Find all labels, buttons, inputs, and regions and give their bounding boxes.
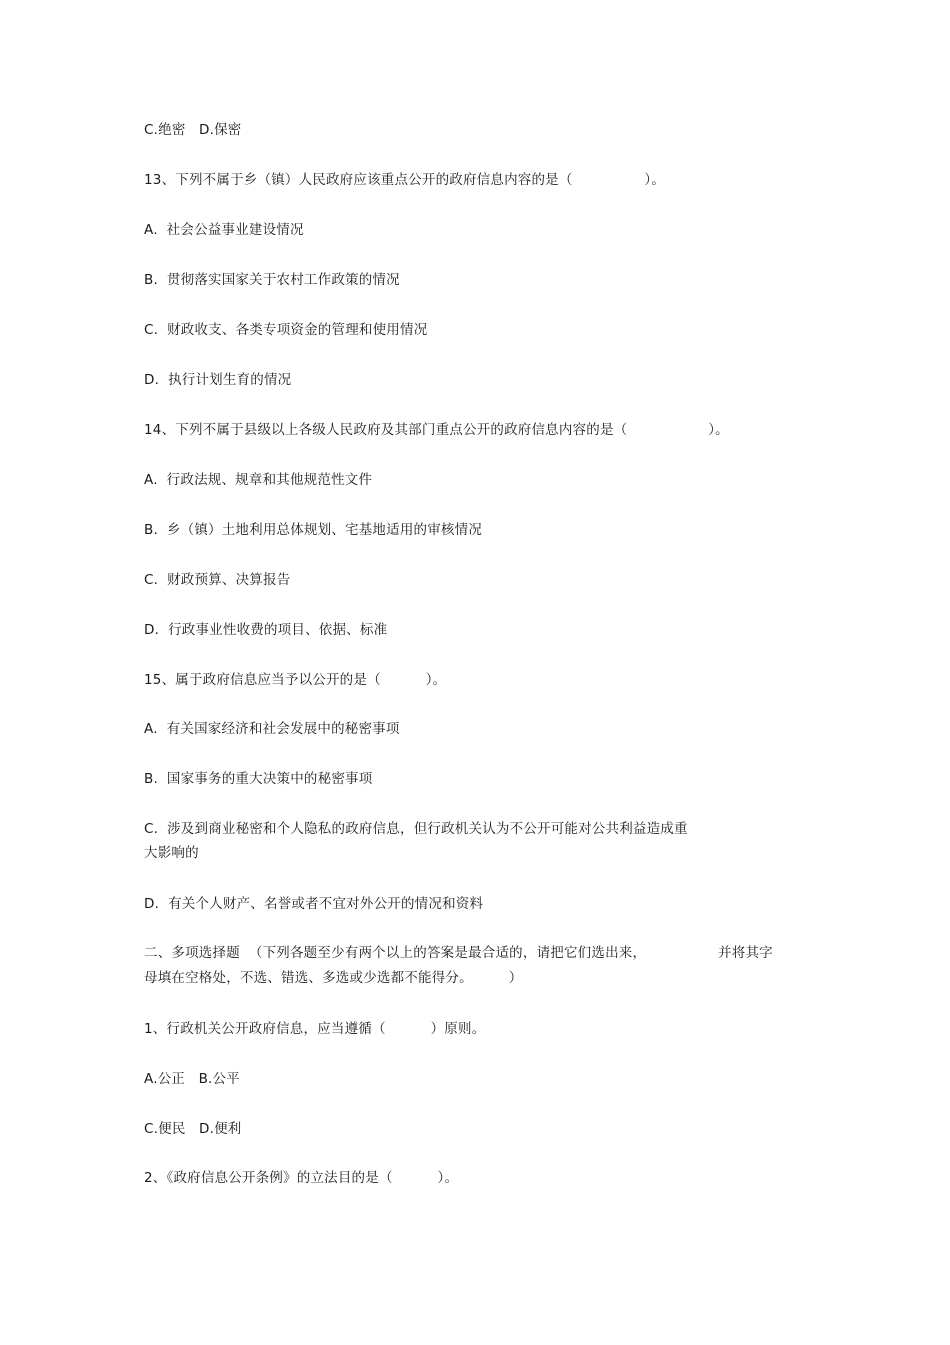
option-line: B. 乡（镇）土地利用总体规划、宅基地适用的审核情况	[144, 522, 483, 538]
option-line: C. 财政预算、决算报告	[144, 572, 291, 588]
question-14: 14、下列不属于县级以上各级人民政府及其部门重点公开的政府信息内容的是（ ）。	[144, 422, 729, 438]
section-heading: 二、多项选择题 （下列各题至少有两个以上的答案是最合适的，请把它们选出来， 并将其字	[144, 945, 773, 961]
option-line: B. 贯彻落实国家关于农村工作政策的情况	[144, 272, 400, 288]
option-line: D. 行政事业性收费的项目、依据、标准	[144, 622, 388, 638]
question-15: 15、属于政府信息应当予以公开的是（ ）。	[144, 672, 447, 688]
option-line: A. 有关国家经济和社会发展中的秘密事项	[144, 721, 400, 737]
option-line: D. 执行计划生育的情况	[144, 372, 292, 388]
option-line: A.公正 B.公平	[144, 1071, 240, 1087]
option-line: D. 有关个人财产、名誉或者不宜对外公开的情况和资料	[144, 896, 484, 912]
option-line: A. 社会公益事业建设情况	[144, 222, 304, 238]
option-line: C. 涉及到商业秘密和个人隐私的政府信息，但行政机关认为不公开可能对公共利益造成重	[144, 821, 688, 837]
question-2: 2、《政府信息公开条例》的立法目的是（ ）。	[144, 1170, 459, 1186]
option-line: C.便民 D.便利	[144, 1121, 242, 1137]
option-line: A. 行政法规、规章和其他规范性文件	[144, 472, 373, 488]
option-line: C. 财政收支、各类专项资金的管理和使用情况	[144, 322, 428, 338]
option-line: C.绝密 D.保密	[144, 122, 242, 138]
option-line: B. 国家事务的重大决策中的秘密事项	[144, 771, 373, 787]
option-line-continuation: 大影响的	[144, 845, 199, 861]
question-1: 1、行政机关公开政府信息，应当遵循（ ）原则。	[144, 1021, 486, 1037]
section-heading-continuation: 母填在空格处，不选、错选、多选或少选都不能得分。 ）	[144, 970, 523, 986]
question-13: 13、下列不属于乡（镇）人民政府应该重点公开的政府信息内容的是（ ）。	[144, 172, 666, 188]
